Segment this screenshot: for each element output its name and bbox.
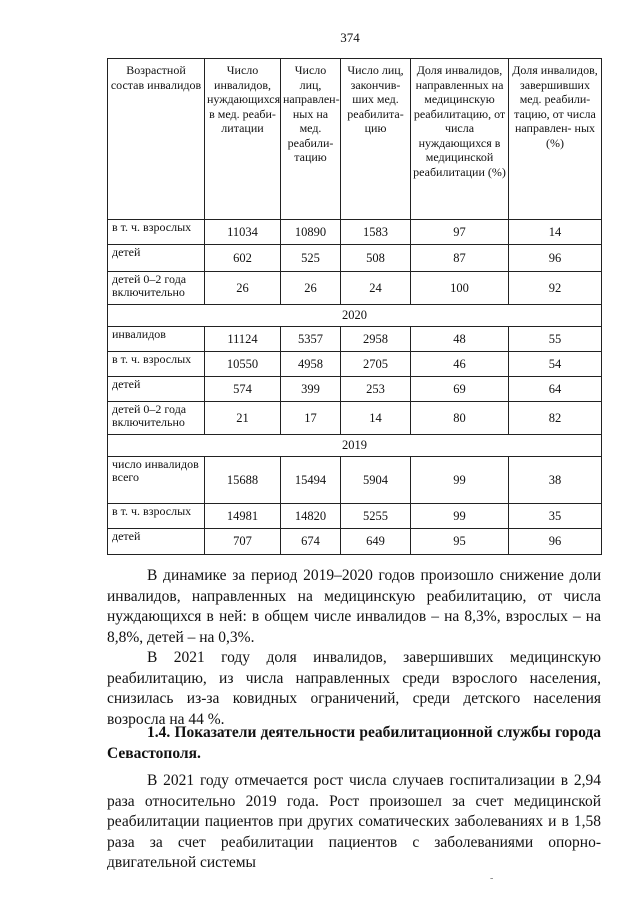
table-header-row — [108, 59, 602, 220]
cell-value: 2705 — [341, 352, 411, 377]
row-label: инвалидов — [108, 327, 205, 352]
cell-value: 11034 — [205, 220, 281, 245]
cell-value: 649 — [341, 529, 411, 555]
cell-value: 96 — [509, 529, 602, 555]
cell-value: 21 — [205, 402, 281, 435]
table-row — [108, 352, 602, 377]
cell-value: 99 — [411, 504, 509, 529]
cell-value: 48 — [411, 327, 509, 352]
column-header: Доля инвалидов, завершивших мед. реабили- тацию, от числа направлен- ных (%) — [509, 59, 602, 220]
table-row — [108, 504, 602, 529]
cell-value: 97 — [411, 220, 509, 245]
paragraph: В 2021 году доля инвалидов, завершивших медицинскую реабилитацию, из числа направленных среди взрослого населения, снизилась из-за ковидных ограничений, среди детского населения возросла на 44 %. — [107, 649, 601, 728]
table-row — [108, 377, 602, 402]
table-row — [108, 245, 602, 272]
cell-value: 26 — [205, 272, 281, 305]
table-row — [108, 327, 602, 352]
year-row — [108, 435, 602, 457]
cell-value: 602 — [205, 245, 281, 272]
cell-value: 14 — [509, 220, 602, 245]
year-label: 2019 — [108, 435, 602, 457]
cell-value: 508 — [341, 245, 411, 272]
row-label: детей — [108, 377, 205, 402]
rehabilitation-table — [107, 58, 602, 555]
row-label: детей — [108, 529, 205, 555]
cell-value: 525 — [281, 245, 341, 272]
cell-value: 95 — [411, 529, 509, 555]
cell-value: 100 — [411, 272, 509, 305]
year-row — [108, 305, 602, 327]
year-label: 2020 — [108, 305, 602, 327]
cell-value: 253 — [341, 377, 411, 402]
cell-value: 10890 — [281, 220, 341, 245]
cell-value: 35 — [509, 504, 602, 529]
column-header: Число инвалидов, нуждающихся в мед. реаби- литации — [205, 59, 281, 220]
cell-value: 14981 — [205, 504, 281, 529]
cell-value: 5255 — [341, 504, 411, 529]
cell-value: 10550 — [205, 352, 281, 377]
cell-value: 11124 — [205, 327, 281, 352]
row-label: детей 0–2 года включительно — [108, 402, 205, 435]
table-row — [108, 272, 602, 305]
table-row — [108, 402, 602, 435]
cell-value: 14820 — [281, 504, 341, 529]
table-row — [108, 457, 602, 504]
cell-value: 574 — [205, 377, 281, 402]
column-header: Число лиц, направлен- ных на мед. реабили- тацию — [281, 59, 341, 220]
cell-value: 99 — [411, 457, 509, 504]
cell-value: 46 — [411, 352, 509, 377]
cell-value: 15688 — [205, 457, 281, 504]
cell-value: 17 — [281, 402, 341, 435]
row-label: в т. ч. взрослых — [108, 220, 205, 245]
cell-value: 38 — [509, 457, 602, 504]
paragraph: В динамике за период 2019–2020 годов произошло снижение доли инвалидов, направленных на медицинскую реабилитацию, от числа нуждающихся в ней: в общем числе инвалидов – на 8,3%, взрослых – на 8,8%, детей – на 0,3%. — [107, 567, 601, 646]
column-header: Возрастной состав инвалидов — [108, 59, 205, 220]
cell-value: 82 — [509, 402, 602, 435]
row-label: детей 0–2 года включительно — [108, 272, 205, 305]
row-label: детей — [108, 245, 205, 272]
cell-value: 5357 — [281, 327, 341, 352]
section-heading: 1.4. Показатели деятельности реабилитационной службы города Севастополя. — [107, 724, 601, 762]
body-text — [107, 566, 601, 730]
footer-mark: - — [490, 873, 494, 884]
row-label: число инвалидов всего — [108, 457, 205, 504]
column-header: Доля инвалидов, направленных на медицинскую реабилитацию, от числа нуждающихся в медицинской реабилитации (%) — [411, 59, 509, 220]
cell-value: 69 — [411, 377, 509, 402]
cell-value: 54 — [509, 352, 602, 377]
cell-value: 1583 — [341, 220, 411, 245]
cell-value: 707 — [205, 529, 281, 555]
body-text-continued — [107, 771, 601, 874]
table-row — [108, 529, 602, 555]
cell-value: 2958 — [341, 327, 411, 352]
cell-value: 96 — [509, 245, 602, 272]
cell-value: 26 — [281, 272, 341, 305]
page-number: 374 — [340, 30, 360, 45]
cell-value: 92 — [509, 272, 602, 305]
cell-value: 87 — [411, 245, 509, 272]
cell-value: 5904 — [341, 457, 411, 504]
cell-value: 14 — [341, 402, 411, 435]
row-label: в т. ч. взрослых — [108, 352, 205, 377]
cell-value: 15494 — [281, 457, 341, 504]
cell-value: 55 — [509, 327, 602, 352]
paragraph: В 2021 году отмечается рост числа случаев госпитализации в 2,94 раза относительно 2019 года. Рост произошел за счет медицинской реабилитации пациентов при других соматических заболеваниях и в 1,58 раза за счет реабилитации пациентов с заболеваниями опорно-двигательной системы — [107, 772, 601, 871]
cell-value: 80 — [411, 402, 509, 435]
row-label: в т. ч. взрослых — [108, 504, 205, 529]
cell-value: 24 — [341, 272, 411, 305]
column-header: Число лиц, закончив- ших мед. реабилита- цию — [341, 59, 411, 220]
cell-value: 674 — [281, 529, 341, 555]
cell-value: 4958 — [281, 352, 341, 377]
cell-value: 64 — [509, 377, 602, 402]
table-row — [108, 220, 602, 245]
cell-value: 399 — [281, 377, 341, 402]
